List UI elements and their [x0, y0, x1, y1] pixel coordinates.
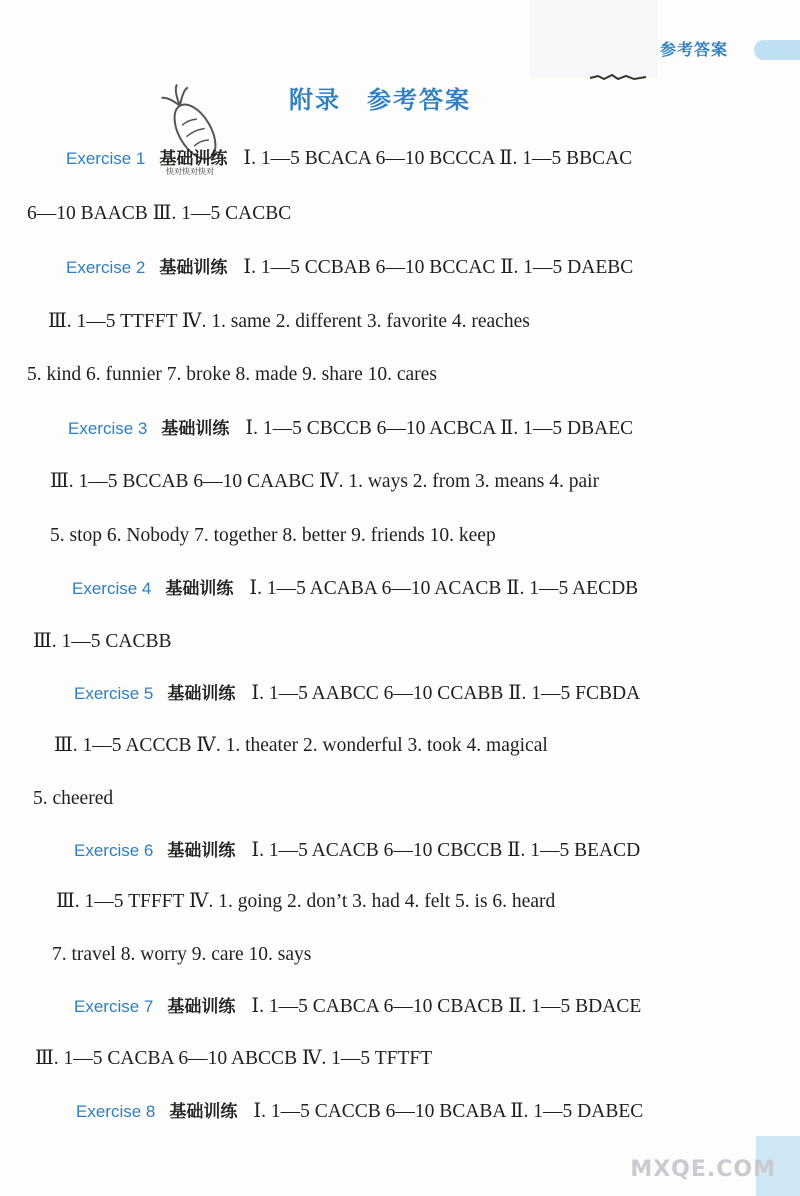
answer-text: Ⅰ. 1—5 CABCA 6—10 CBACB Ⅱ. 1—5 BDACE — [251, 996, 642, 1017]
answer-text: Ⅰ. 1—5 ACABA 6—10 ACACB Ⅱ. 1—5 AECDB — [249, 578, 639, 599]
answer-text: 5. cheered — [33, 788, 114, 809]
answer-line — [52, 943, 311, 967]
answer-line — [66, 147, 632, 171]
answer-line — [76, 1100, 643, 1124]
mascot-caption: 快对快对快对 — [166, 167, 214, 176]
corner-label: 参考答案 — [660, 39, 729, 59]
section-label: 基础训练 — [167, 841, 236, 861]
answer-line — [50, 524, 496, 548]
answer-text: Ⅲ. 1—5 CACBA 6—10 ABCCB Ⅳ. 1—5 TFTFT — [35, 1048, 433, 1069]
answer-line — [56, 890, 555, 914]
answer-text: Ⅰ. 1—5 BCACA 6—10 BCCCA Ⅱ. 1—5 BBCAC — [243, 148, 633, 169]
answer-text: 5. stop 6. Nobody 7. together 8. better 9. friends 10. keep — [50, 525, 496, 546]
answer-line — [74, 682, 640, 706]
answer-text: Ⅰ. 1—5 ACACB 6—10 CBCCB Ⅱ. 1—5 BEACD — [251, 840, 641, 861]
answer-line — [27, 363, 437, 387]
section-label: 基础训练 — [167, 684, 236, 704]
exercise-label: Exercise 6 — [74, 841, 154, 860]
answer-text: 6—10 BAACB Ⅲ. 1—5 CACBC — [27, 203, 292, 224]
answer-line — [54, 734, 548, 758]
answer-text: Ⅲ. 1—5 BCCAB 6—10 CAABC Ⅳ. 1. ways 2. from 3. means 4. pair — [50, 471, 600, 492]
corner-bar — [754, 40, 800, 60]
answer-text: Ⅰ. 1—5 AABCC 6—10 CCABB Ⅱ. 1—5 FCBDA — [251, 683, 641, 704]
section-label: 基础训练 — [165, 579, 234, 599]
exercise-label: Exercise 7 — [74, 997, 154, 1016]
answer-text: Ⅲ. 1—5 TTFFT Ⅳ. 1. same 2. different 3. favorite 4. reaches — [48, 311, 530, 332]
section-label: 基础训练 — [159, 258, 228, 278]
answer-line — [33, 630, 172, 654]
answer-line — [35, 1047, 432, 1071]
section-label: 基础训练 — [169, 1102, 238, 1122]
exercise-label: Exercise 8 — [76, 1102, 156, 1121]
answer-line — [68, 417, 633, 441]
title-answers: 参考答案 — [367, 86, 471, 114]
answer-text: Ⅰ. 1—5 CCBAB 6—10 BCCAC Ⅱ. 1—5 DAEBC — [243, 257, 634, 278]
exercise-label: Exercise 2 — [66, 258, 146, 277]
answer-text: Ⅰ. 1—5 CBCCB 6—10 ACBCA Ⅱ. 1—5 DBAEC — [245, 418, 634, 439]
watermark: MXQE.COM — [630, 1157, 776, 1182]
answer-line — [48, 310, 530, 334]
section-label: 基础训练 — [167, 997, 236, 1017]
answer-line — [74, 839, 640, 863]
exercise-label: Exercise 3 — [68, 419, 148, 438]
section-label: 基础训练 — [159, 149, 228, 169]
scan-smudge — [530, 0, 658, 78]
section-corner-tab — [650, 30, 800, 66]
section-label: 基础训练 — [161, 419, 230, 439]
exercise-label: Exercise 5 — [74, 684, 154, 703]
exercise-label: Exercise 4 — [72, 579, 152, 598]
answer-text: 5. kind 6. funnier 7. broke 8. made 9. share 10. cares — [27, 364, 437, 385]
page-title — [0, 80, 760, 115]
answer-text: Ⅰ. 1—5 CACCB 6—10 BCABA Ⅱ. 1—5 DABEC — [253, 1101, 644, 1122]
answer-line — [66, 256, 633, 280]
answer-line — [33, 787, 113, 811]
answer-line — [72, 577, 638, 601]
answer-text: Ⅲ. 1—5 TFFFT Ⅳ. 1. going 2. don’t 3. had 4. felt 5. is 6. heard — [56, 891, 556, 912]
answer-line — [74, 995, 641, 1019]
answer-text: 7. travel 8. worry 9. care 10. says — [52, 944, 312, 965]
exercise-label: Exercise 1 — [66, 149, 146, 168]
title-appendix: 附录 — [289, 86, 341, 114]
answer-text: Ⅲ. 1—5 ACCCB Ⅳ. 1. theater 2. wonderful 3. took 4. magical — [54, 735, 548, 756]
answer-line — [50, 470, 599, 494]
answer-text: Ⅲ. 1—5 CACBB — [33, 631, 172, 652]
answer-line — [27, 202, 291, 226]
